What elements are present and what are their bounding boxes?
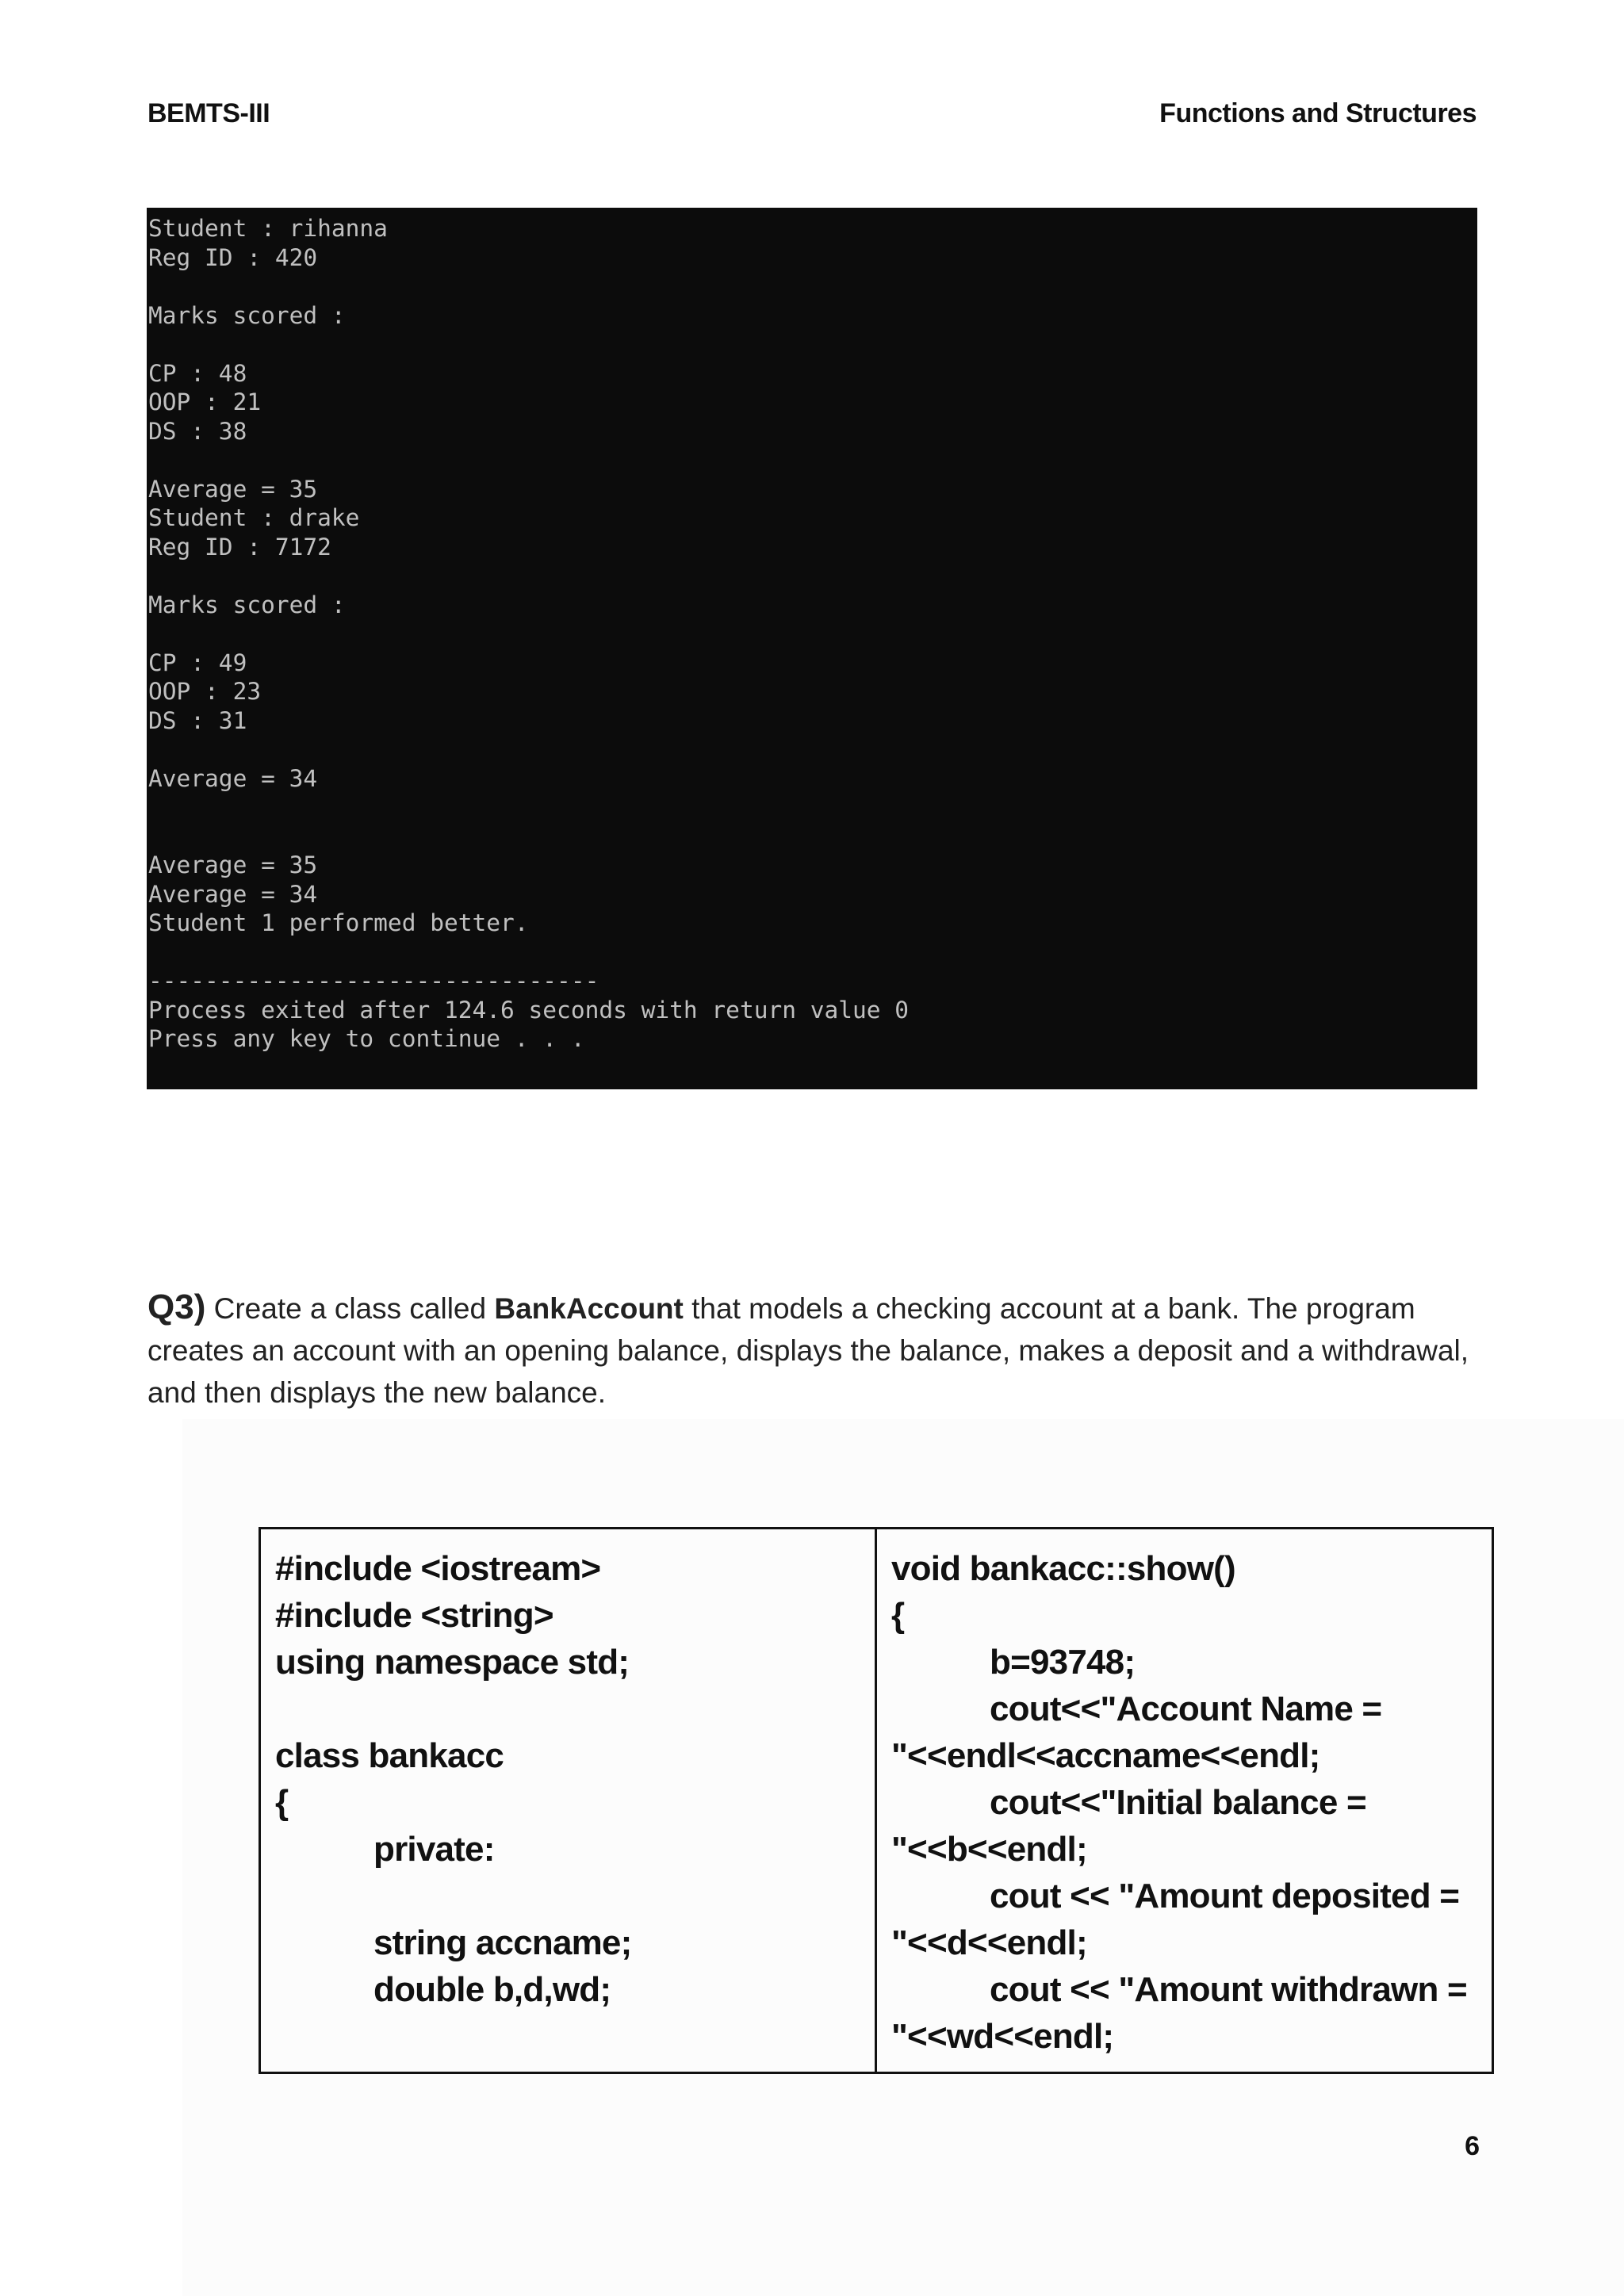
console-line bbox=[148, 446, 1477, 475]
console-line: Press any key to continue . . . bbox=[148, 1025, 585, 1052]
console-line bbox=[148, 272, 1477, 301]
code-line bbox=[275, 1686, 867, 1732]
console-line: Student 1 performed better. bbox=[148, 909, 529, 936]
question-text-after: that models a checking account at a bank. The program creates an account with an opening balance, displays the balance, makes a deposit and a withdrawal, and then displays the new balance. bbox=[147, 1292, 1469, 1409]
code-line: double b,d,wd; bbox=[373, 1970, 611, 2009]
console-line bbox=[148, 735, 1477, 764]
console-line: Marks scored : bbox=[148, 301, 346, 329]
console-line bbox=[148, 822, 1477, 851]
code-line: { bbox=[275, 1783, 289, 1822]
code-line: "<<b<<endl; bbox=[891, 1830, 1087, 1869]
console-line: Process exited after 124.6 seconds with return value 0 bbox=[148, 996, 910, 1024]
console-line: Student : rihanna bbox=[148, 215, 388, 242]
code-line: "<<wd<<endl; bbox=[891, 2017, 1114, 2056]
console-line: DS : 31 bbox=[148, 706, 247, 734]
code-column-right bbox=[877, 1529, 1492, 2072]
code-line: cout << "Amount withdrawn = bbox=[990, 1970, 1467, 2009]
console-line bbox=[148, 619, 1477, 649]
code-line: b=93748; bbox=[990, 1643, 1136, 1682]
console-line: Reg ID : 420 bbox=[148, 243, 318, 271]
console-line: CP : 48 bbox=[148, 359, 247, 387]
code-line: cout << "Amount deposited = bbox=[990, 1877, 1460, 1915]
code-line: #include <string> bbox=[275, 1596, 553, 1635]
question-q3 bbox=[147, 1286, 1496, 1414]
code-column-left bbox=[261, 1529, 877, 2072]
console-line: OOP : 21 bbox=[148, 388, 262, 415]
code-line: string accname; bbox=[373, 1923, 632, 1962]
console-line: Student : drake bbox=[148, 504, 360, 531]
question-text-before: Create a class called bbox=[205, 1292, 495, 1325]
code-line: using namespace std; bbox=[275, 1643, 630, 1682]
console-line: OOP : 23 bbox=[148, 678, 262, 705]
code-line: #include <iostream> bbox=[275, 1549, 601, 1588]
console-line: CP : 49 bbox=[148, 649, 247, 676]
code-line: cout<<"Initial balance = bbox=[990, 1783, 1366, 1822]
console-line: Average = 34 bbox=[148, 880, 318, 908]
console-line: Average = 35 bbox=[148, 475, 318, 503]
code-line: private: bbox=[373, 1830, 495, 1869]
code-table bbox=[259, 1527, 1494, 2074]
code-line: { bbox=[891, 1596, 905, 1635]
console-line bbox=[148, 330, 1477, 359]
console-line: DS : 38 bbox=[148, 417, 247, 445]
code-line: "<<endl<<accname<<endl; bbox=[891, 1736, 1320, 1775]
console-line bbox=[148, 561, 1477, 591]
console-line: Marks scored : bbox=[148, 591, 346, 618]
header-course-code: BEMTS-III bbox=[147, 98, 270, 128]
page-number: 6 bbox=[1465, 2131, 1480, 2161]
code-line: void bankacc::show() bbox=[891, 1549, 1235, 1588]
code-line: "<<d<<endl; bbox=[891, 1923, 1087, 1962]
header-chapter-title: Functions and Structures bbox=[1159, 98, 1477, 128]
console-output-screenshot bbox=[147, 208, 1477, 1089]
console-line: Average = 34 bbox=[148, 764, 318, 792]
console-line: -------------------------------- bbox=[148, 967, 599, 994]
code-line: class bankacc bbox=[275, 1736, 504, 1775]
code-line: cout<<"Account Name = bbox=[990, 1689, 1382, 1728]
console-line: Average = 35 bbox=[148, 851, 318, 878]
question-label: Q3) bbox=[147, 1288, 206, 1326]
code-line bbox=[275, 1873, 867, 1919]
console-line: Reg ID : 7172 bbox=[148, 533, 331, 561]
console-line bbox=[148, 938, 1477, 967]
console-line bbox=[148, 793, 1477, 822]
question-bold-term: BankAccount bbox=[494, 1292, 684, 1325]
